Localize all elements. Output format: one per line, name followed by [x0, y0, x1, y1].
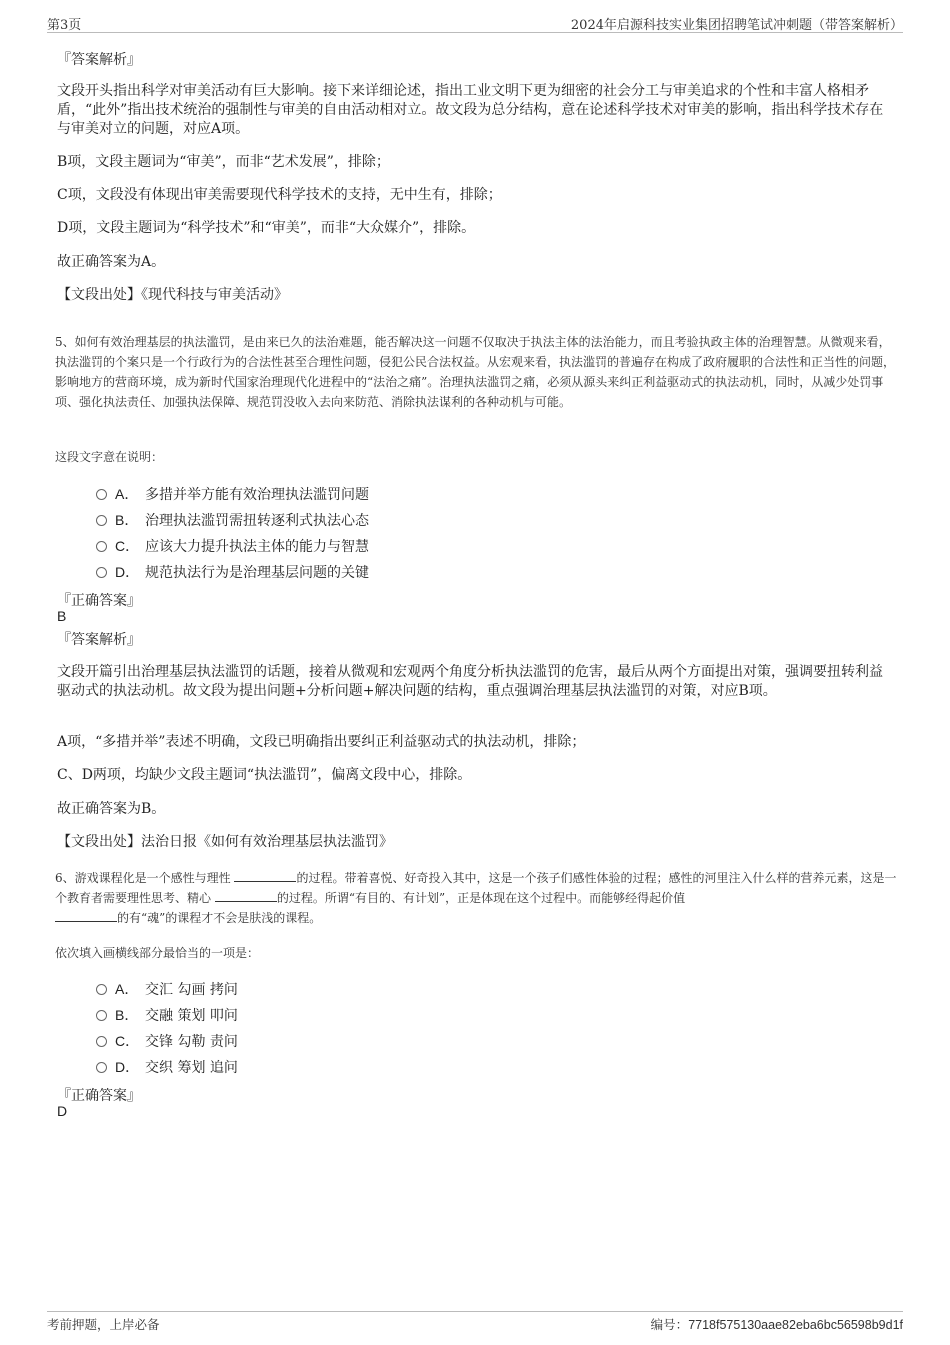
- analysis-option-cd: C、D两项，均缺少文段主题词“执法滥罚”，偏离文段中心，排除。: [57, 767, 472, 783]
- question-5-option-b[interactable]: B． 治理执法滥罚需扭转逐利式执法心态: [96, 510, 369, 530]
- correct-answer: B: [57, 608, 67, 624]
- radio-icon[interactable]: [96, 1010, 107, 1021]
- fill-blank-2: [215, 891, 277, 902]
- analysis-conclusion: 故正确答案为A。: [57, 254, 166, 270]
- analysis-text: 文段开篇引出治理基层执法滥罚的话题，接着从微观和宏观两个角度分析执法滥罚的危害，最后从两个方面提出对策，强调要扭转利益驱动式的执法动机。故文段为提出问题+分析问题+解决问题的结构，重点强调治理基层执法滥罚的对策，对应B项。: [57, 664, 883, 699]
- radio-icon[interactable]: [96, 515, 107, 526]
- analysis-source: 【文段出处】《现代科技与审美活动》: [57, 287, 288, 303]
- question-5-prompt: 这段文字意在说明：: [55, 450, 164, 464]
- page-footer: [47, 1311, 903, 1332]
- radio-icon[interactable]: [96, 489, 107, 500]
- document-code: 编号：7718f575130aae82eba6bc56598b9d1f: [650, 1317, 903, 1332]
- analysis-source: 【文段出处】法治日报《如何有效治理基层执法滥罚》: [57, 834, 393, 850]
- analysis-label: 『答案解析』: [57, 52, 141, 68]
- radio-icon[interactable]: [96, 1062, 107, 1073]
- analysis-text: 文段开头指出科学对审美活动有巨大影响。接下来详细论述，指出工业文明下更为细密的社会分工与审美追求的个性和丰富人格相矛盾，“此外”指出技术统治的强制性与审美的自由活动相对立。故文段为总分结构，意在论述科学技术对审美的影响，指出科学技术存在与审美对立的问题，对应A项。: [57, 83, 884, 137]
- fill-blank-1: [234, 871, 296, 882]
- question-6-text: 6、游戏课程化是一个感性与理性 的过程。带着喜悦、好奇投入其中，这是一个孩子们感性体验的过程；感性的河里注入什么样的营养元素，这是一个教育者需要理性思考、精心 的过程。所谓“有目的、有计划”，正是体现在这个过程中。而能够经得起价值 的有“魂”的课程才不会是肤浅的课程。: [55, 871, 897, 925]
- footer-slogan: 考前押题，上岸必备: [47, 1317, 160, 1332]
- radio-icon[interactable]: [96, 541, 107, 552]
- page-number: 第3页: [47, 18, 82, 33]
- answer-label: 『正确答案』: [57, 593, 141, 609]
- question-5-option-c[interactable]: C． 应该大力提升执法主体的能力与智慧: [96, 536, 369, 556]
- question-6-prompt: 依次填入画横线部分最恰当的一项是：: [55, 946, 260, 960]
- analysis-option-a: A项，“多措并举”表述不明确，文段已明确指出要纠正利益驱动式的执法动机，排除；: [57, 734, 586, 750]
- radio-icon[interactable]: [96, 1036, 107, 1047]
- question-5-option-a[interactable]: A． 多措并举方能有效治理执法滥罚问题: [96, 484, 369, 504]
- correct-answer: D: [57, 1103, 68, 1119]
- analysis-option-b: B项，文段主题词为“审美”，而非“艺术发展”，排除；: [57, 154, 390, 170]
- analysis-option-c: C项，文段没有体现出审美需要现代科学技术的支持，无中生有，排除；: [57, 187, 502, 203]
- question-6-option-b[interactable]: B． 交融 策划 叩问: [96, 1005, 238, 1025]
- analysis-conclusion: 故正确答案为B。: [57, 801, 166, 817]
- question-6-option-d[interactable]: D． 交织 筹划 追问: [96, 1057, 238, 1077]
- page-header: [47, 14, 903, 33]
- analysis-label: 『答案解析』: [57, 632, 141, 648]
- question-5-option-d[interactable]: D． 规范执法行为是治理基层问题的关键: [96, 562, 369, 582]
- fill-blank-3: [55, 911, 117, 922]
- radio-icon[interactable]: [96, 984, 107, 995]
- radio-icon[interactable]: [96, 567, 107, 578]
- answer-label: 『正确答案』: [57, 1088, 141, 1104]
- question-5-text: 5、如何有效治理基层的执法滥罚，是由来已久的法治难题，能否解决这一问题不仅取决于执法主体的法治能力，而且考验执政主体的治理智慧。从微观来看，执法滥罚的个案只是一个行政行为的合法性甚至合理性问题，侵犯公民合法权益。从宏观来看，执法滥罚的普遍存在构成了政府履职的合法性和正当性的问题，影响地方的营商环境，成为新时代国家治理现代化进程中的“法治之痛”。治理执法滥罚之痛，必须从源头来纠正利益驱动式的执法动机，同时，从减少处罚事项、强化执法责任、加强执法保障、规范罚没收入去向来防范、消除执法谋利的各种动机与可能。: [55, 335, 896, 409]
- document-title: 2024年启源科技实业集团招聘笔试冲刺题（带答案解析）: [570, 18, 903, 33]
- question-6-option-c[interactable]: C． 交锋 勾勒 责问: [96, 1031, 238, 1051]
- analysis-option-d: D项，文段主题词为“科学技术”和“审美”，而非“大众媒介”，排除。: [57, 220, 476, 236]
- question-6-option-a[interactable]: A． 交汇 勾画 拷问: [96, 979, 238, 999]
